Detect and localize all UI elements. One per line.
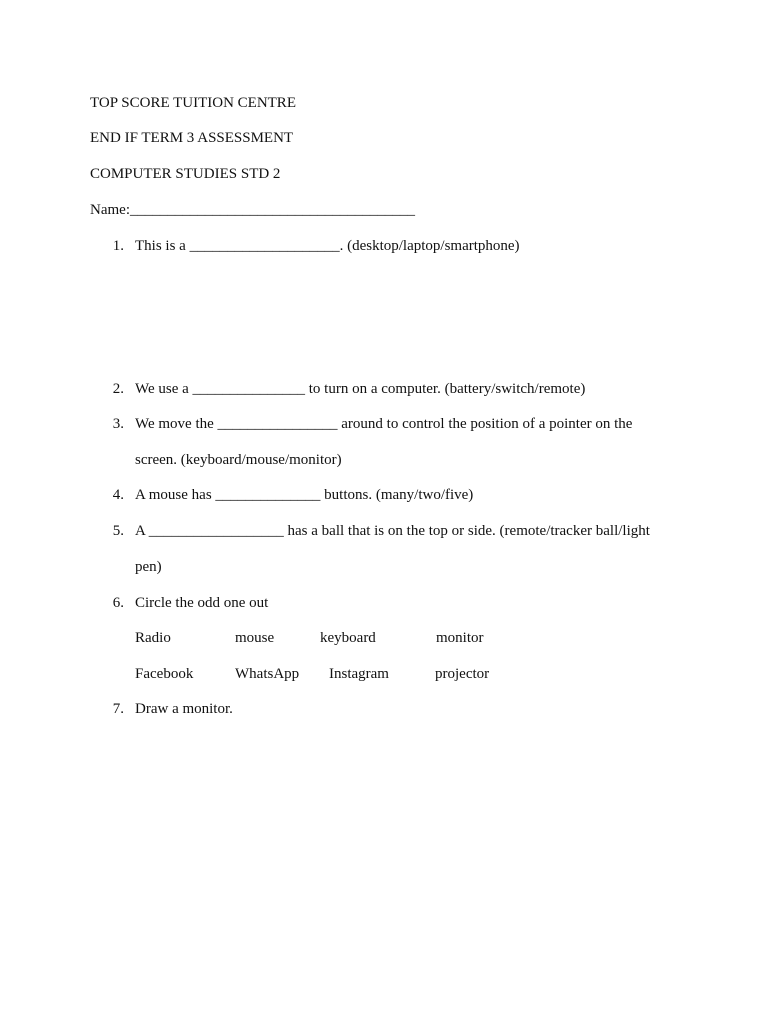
question-text: Circle the odd one out [135,595,269,611]
option-word: projector [435,666,490,682]
option-word: WhatsApp [235,666,300,682]
question-text: A __________________ has a ball that is on the top or side. (remote/tracker ball/light [135,523,650,539]
question-number: 5. [112,523,124,539]
question-number: 3. [112,416,124,432]
option-word: monitor [436,630,484,646]
question-text-continued: pen) [135,559,162,575]
question-text: We move the ________________ around to control the position of a pointer on the [135,416,633,432]
question-text: We use a _______________ to turn on a computer. (battery/switch/remote) [135,381,586,397]
option-word: mouse [235,630,275,646]
exam-title: END IF TERM 3 ASSESSMENT [90,130,294,146]
option-word: Instagram [329,666,389,682]
question-number: 7. [112,701,124,717]
question-number: 4. [112,487,124,503]
question-text: This is a ____________________. (desktop/laptop/smartphone) [135,238,520,254]
option-word: Radio [135,630,171,646]
question-number: 1. [112,238,124,254]
question-number: 6. [112,595,124,611]
question-text-continued: screen. (keyboard/mouse/monitor) [135,452,342,468]
subject-title: COMPUTER STUDIES STD 2 [90,166,281,182]
name-field: Name:______________________________________ [90,202,415,218]
school-name: TOP SCORE TUITION CENTRE [90,95,296,111]
option-word: Facebook [135,666,194,682]
question-text: Draw a monitor. [135,701,233,717]
question-number: 2. [112,381,124,397]
option-word: keyboard [320,630,376,646]
question-text: A mouse has ______________ buttons. (many/two/five) [135,487,474,503]
